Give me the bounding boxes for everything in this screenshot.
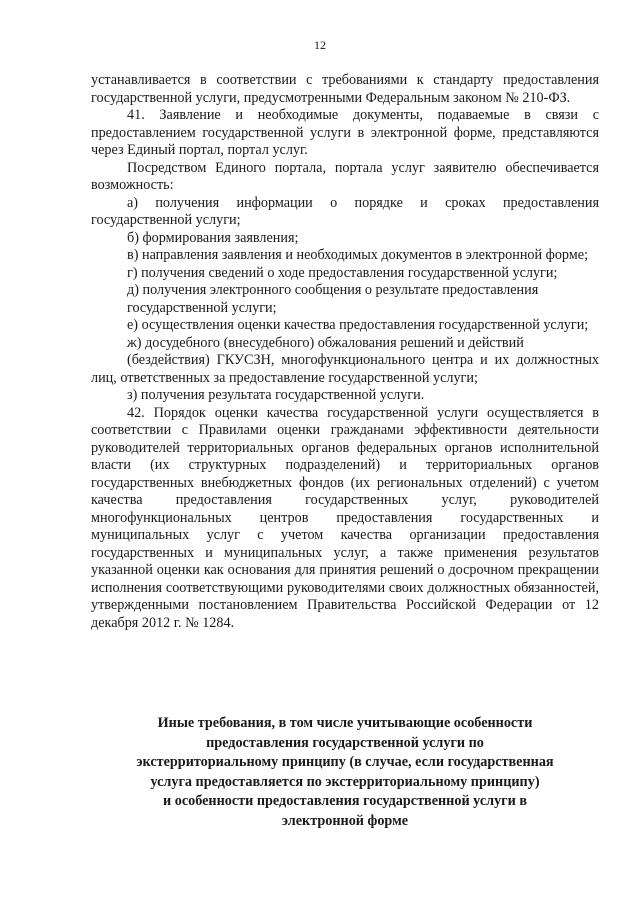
heading-line: услуга предоставляется по экстерриториальному принципу) xyxy=(150,773,540,790)
list-item-g: г) получения сведений о ходе предоставления государственной услуги; xyxy=(127,264,558,281)
list-item-v: в) направления заявления и необходимых документов в электронной форме; xyxy=(127,247,589,263)
list-item-a: а) получения информации о порядке и сроках предоставления государственной услуги; xyxy=(91,194,599,228)
list-item-d-continuation: государственной услуги; xyxy=(127,299,277,316)
paragraph-intro: устанавливается в соответствии с требованиями к стандарту предоставления государственной услуги, предусмотренными Федеральным законом № 210-ФЗ. xyxy=(91,72,599,106)
heading-line: электронной форме xyxy=(281,812,409,829)
page-number: 12 xyxy=(314,38,326,52)
paragraph-portal: Посредством Единого портала, портала услуг заявителю обеспечивается возможность: xyxy=(91,159,599,193)
list-item-e: е) осуществления оценки качества предоставления государственной услуги; xyxy=(127,317,589,333)
heading-line: предоставления государственной услуги по xyxy=(206,734,484,751)
paragraph-41: 41. Заявление и необходимые документы, подаваемые в связи с предоставлением государственной услуги в электронной форме, представляются через Единый портал, портал услуг. xyxy=(91,107,599,158)
list-item-z: з) получения результата государственной услуги. xyxy=(127,387,425,403)
paragraph-42: 42. Порядок оценки качества государственной услуги осуществляется в соответствии с Правилами оценки гражданами эффективности деятельности руководителей территориальных органов федеральных органов исполнительной власти (их структурных подразделений) и территориальных органов государственных внебюджетных фондов (их региональных отделений) с учетом качества предоставления государственных услуг, руководителей многофункциональных центров предоставления государственных и муниципальных услуг с учетом качества организации предоставления государственных и муниципальных услуг, а также применения результатов указанной оценки как основания для принятия решений о досрочном прекращении исполнения соответствующими руководителями своих должностных обязанностей, утвержденными постановлением Правительства Российской Федерации от 12 декабря 2012 г. № 1284. xyxy=(91,404,599,631)
document-body xyxy=(91,72,599,632)
list-item-b: б) формирования заявления; xyxy=(127,229,299,246)
section-heading xyxy=(91,714,599,831)
heading-line: и особенности предоставления государственной услуги в xyxy=(163,793,527,809)
heading-line: Иные требования, в том числе учитывающие особенности xyxy=(157,715,533,731)
list-item-d: д) получения электронного сообщения о результате предоставления xyxy=(127,282,539,298)
list-item-zh-continuation: (бездействия) ГКУСЗН, многофункционального центра и их должностных лиц, ответственных за предоставление государственной услуги; xyxy=(91,352,599,386)
heading-line: экстерриториальному принципу (в случае, если государственная xyxy=(136,754,554,770)
list-item-zh: ж) досудебного (внесудебного) обжалования решений и действий xyxy=(127,334,524,351)
